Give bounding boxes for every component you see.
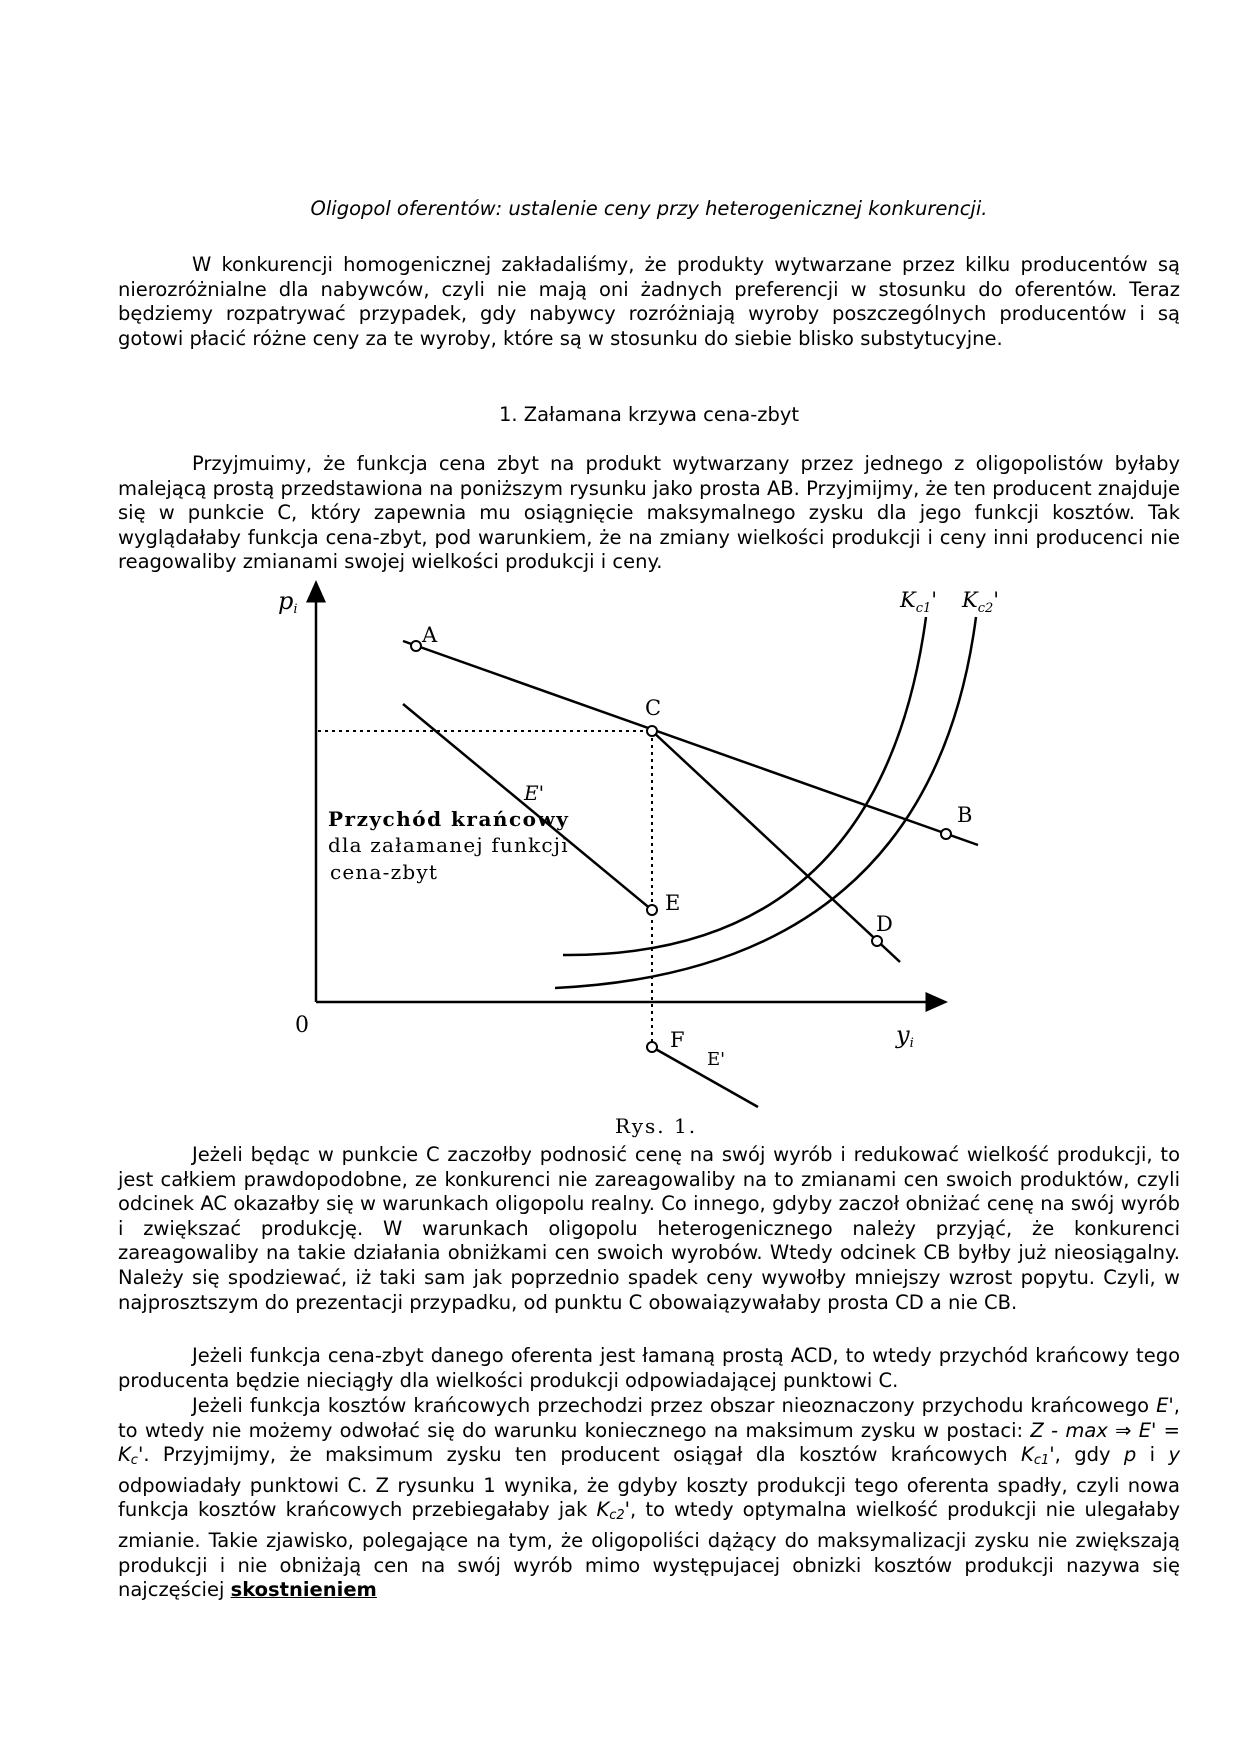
point-E-label: E: [665, 891, 681, 915]
paragraph-1: Przyjmuimy, że funkcja cena zbyt na produkt wytwarzany przez jednego z oligopolistów byłaby malejącą prostą przedstawiona na poniższym rysunku jako prosta AB. Przyjmijmy, że ten producent znajduje się w punkcie C, który zapewnia mu osiągnięcie maksymalnego zysku dla jego funkcji kosztów. Tak wyglądałaby funkcja cena-zbyt, pod warunkiem, że na zmiany wielkości produkcji i ceny inni producenci nie reagowaliby zmianami swojej wielkości produkcji i ceny.: [118, 452, 1180, 574]
kc2-curve-label: $K_{c2}'$: [962, 588, 1000, 616]
e-prime-lower-label: E': [707, 1049, 726, 1070]
origin-label: 0: [295, 1013, 309, 1038]
paragraph-2: Jeżeli będąc w punkcie C zaczołby podnosić cenę na swój wyrób i redukować wielkość produkcji, to jest całkiem prawdopodobne, ze konkurenci nie zareagowaliby na to zmianami cen swoich produktów, czyli odcinek AC okazałby się w warunkach oligopolu realny. Co innego, gdyby zaczoł obniżać cenę na swój wyrób i zwiększać produkcję. W warunkach oligopolu heterogenicznego należy przyjąć, że konkurenci zareagowaliby na takie działania obniżkami cen swoich wyrobów. Wtedy odcinek CB byłby już nieosiągalny. Należy się spodziewać, iż taki sam jak poprzednio spadek ceny wywołby mniejszy wzrost popytu. Czyli, w najprosztszym do prezentacji przypadku, od punktu C obowaiązywałaby prosta CD a nie CB.: [118, 1143, 1180, 1314]
paragraph-4: Jeżeli funkcja kosztów krańcowych przechodzi przez obszar nieoznaczony przychodu krańcowego E', to wtedy nie możemy odwołać się do warunku koniecznego na maksimum zysku w postaci: Z - max ⇒ $E' = K_c'$. Przyjmijmy, że maksimum zysku ten producent osiągał dla kosztów krańcowych $K_{c1}'$, gdy p i y odpowiadały punktowi C. Z rysunku 1 wynika, że gdyby koszty produkcji tego oferenta spadły, czyli nowa funkcja kosztów krańcowych przebiegałaby jak $K_{c2}'$, to wtedy optymalna wielkość produkcji nie ulegałaby zmianie. Takie zjawisko, polegające na tym, że oligopoliści dążący do maksymalizacji zysku nie zwiększają produkcji i nie obniżają cen na swój wyrób mimo występujacej obnizki kosztów produkcji nazywa się najczęściej skostnieniem: [118, 1394, 1180, 1602]
intro-paragraph: W konkurencji homogenicznej zakładaliśmy, że produkty wytwarzane przez kilku producentów są nierozróżnialne dla nabywców, czyli nie mają oni żadnych preferencji w stosunku do oferentów. Teraz będziemy rozpatrywać przypadek, gdy nabywcy rozróżniają wyroby poszczególnych producentów i są gotowi płacić różne ceny za te wyroby, które są w stosunku do siebie blisko substytucyjne.: [118, 253, 1180, 350]
section-heading: 1. Załamana krzywa cena-zbyt: [498, 403, 800, 426]
point-F-label: F: [670, 1028, 685, 1052]
kc1-inline: K: [1021, 1443, 1034, 1467]
e-prime-inline: E': [1156, 1394, 1174, 1417]
point-C-marker: [647, 726, 657, 736]
point-F-marker: [647, 1042, 657, 1052]
cost-curve-kc1: [563, 617, 926, 955]
mr-label-line-1: Przychód krańcowy: [328, 807, 570, 831]
mr-label-line-3: cena-zbyt: [330, 860, 439, 884]
kc1-curve-label: $K_{c1}'$: [900, 588, 938, 616]
mr-label-line-2: dla załamanej funkcji: [328, 833, 569, 857]
point-B-marker: [941, 829, 951, 839]
figure-caption: Rys. 1.: [615, 1114, 698, 1138]
e-prime-label: E': [524, 781, 545, 805]
point-C-label: C: [645, 696, 662, 720]
document-title: Oligopol oferentów: ustalenie ceny przy heterogenicznej konkurencji.: [310, 197, 988, 220]
paragraph-3: Jeżeli funkcja cena-zbyt danego oferenta jest łamaną prostą ACD, to wtedy przychód krańcowy tego producenta będzie nieciągły dla wielkości produkcji odpowiadającej punktowi C.: [118, 1344, 1180, 1392]
cost-curve-kc2: [555, 617, 976, 988]
point-B-label: B: [957, 803, 973, 827]
y-axis-label: pi: [278, 587, 298, 617]
demand-line-CD: [652, 731, 900, 962]
x-axis-label: yi: [896, 1021, 914, 1051]
marginal-revenue-lower: [652, 1047, 758, 1107]
profit-condition: Z - max ⇒ E' = K: [118, 1418, 1180, 1467]
point-E-marker: [647, 905, 657, 915]
kc2-inline: K: [596, 1498, 610, 1522]
point-A-marker: [411, 641, 421, 651]
point-A-label: A: [422, 623, 438, 647]
point-D-label: D: [876, 912, 893, 936]
point-D-marker: [872, 936, 882, 946]
key-term: skostnieniem: [230, 1578, 377, 1602]
